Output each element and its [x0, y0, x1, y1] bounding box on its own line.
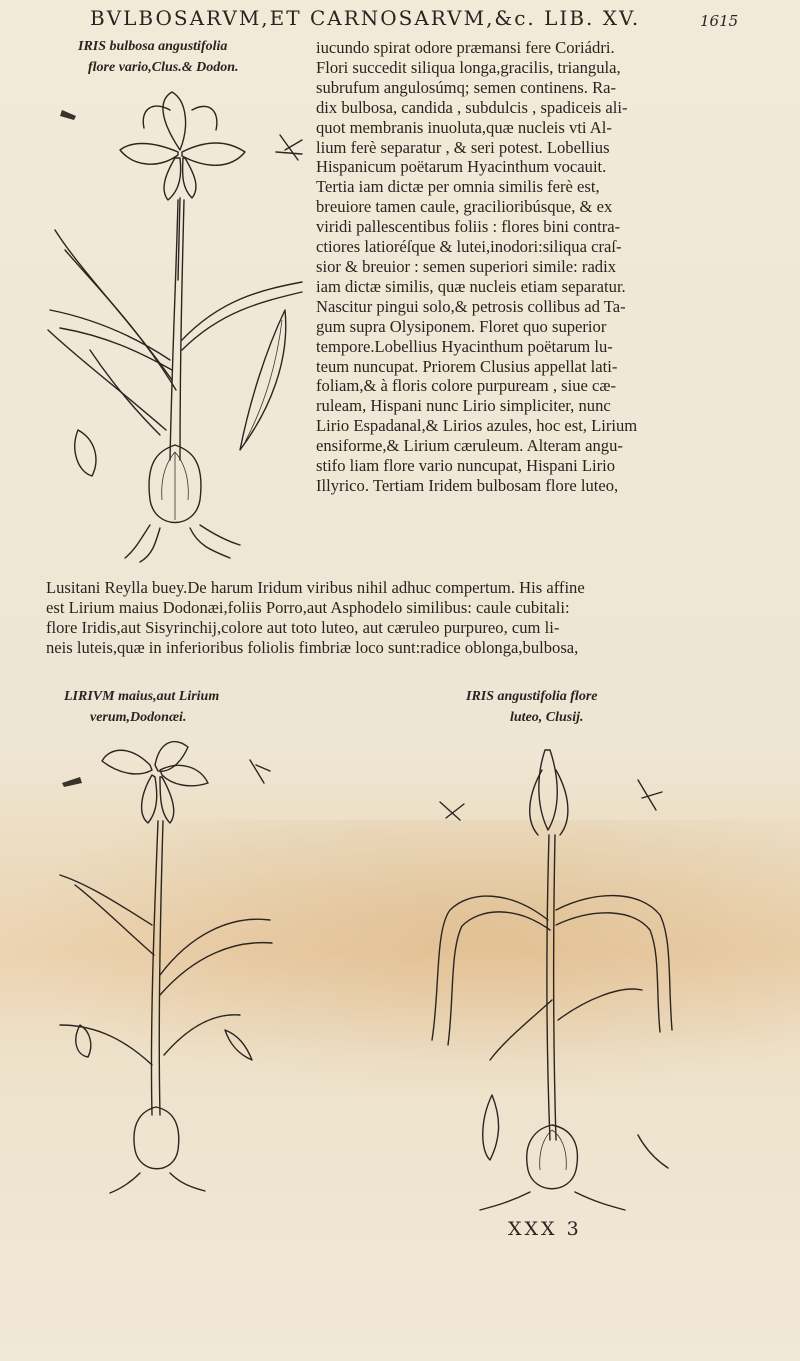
roots [125, 525, 240, 562]
leaf [558, 989, 642, 1020]
seed-pod [240, 310, 286, 450]
leaf [182, 292, 302, 350]
caption-line: LIRIVM maius,aut Lirium [64, 689, 220, 704]
text-line: Tertia iam dictæ per omnia similis ferè est, [316, 177, 600, 197]
sepal [164, 158, 181, 200]
text-line: teum nuncupat. Priorem Clusius appellat lati- [316, 356, 618, 376]
bud [76, 1025, 91, 1057]
lirium-maius-illustration [40, 725, 330, 1225]
text-line: iam dictæ similis, quæ nucleis etiam separatur. [316, 276, 626, 296]
caption-lirium-maius [64, 686, 219, 728]
caption-iris-angustifolia [466, 686, 597, 728]
text-line: est Lirium maius Dodonæi,foliis Porro,aut Asphodelo similibus: caule cubitali: [46, 597, 570, 617]
text-line: Flori succedit siliqua longa,gracilis, triangula, [316, 57, 621, 77]
insect [440, 802, 464, 820]
text-line: ruleam, Hispani nunc Lirio simpliciter, nunc [316, 396, 611, 416]
bud [483, 1095, 499, 1160]
insect [276, 135, 302, 160]
leaf [448, 912, 550, 1045]
leaf [556, 913, 660, 1032]
leaf-tip [638, 1135, 668, 1168]
text-line: Illyrico. Tertiam Iridem bulbosam flore luteo, [316, 475, 619, 495]
running-header: BVLBOSARVM,ET CARNOSARVM,&c. LIB. XV. [90, 6, 641, 30]
text-line: Lusitani Reylla buey.De harum Iridum viribus nihil adhuc compertum. His affine [46, 578, 585, 597]
leaf [65, 250, 176, 390]
text-line: ensiforme,& Lirium cæruleum. Alteram angu- [316, 436, 623, 456]
text-full-width [46, 578, 585, 658]
leaf [48, 330, 166, 430]
roots [480, 1192, 625, 1210]
text-line: quot membranis inuoluta,quæ nucleis vti Al- [316, 117, 612, 137]
stem [159, 821, 163, 1115]
iris-bulbosa-illustration [40, 80, 315, 580]
leaf [75, 885, 154, 955]
stem [554, 835, 556, 1140]
text-line: subrufum angulosúmq; semen continens. Ra- [316, 77, 617, 97]
petal [182, 143, 245, 165]
caption-iris-bulbosa [78, 36, 239, 78]
text-line: lium ferè separatur , & seri potest. Lobellius [316, 137, 610, 157]
roots [110, 1173, 205, 1193]
caption-line: flore vario,Clus.& Dodon. [88, 60, 239, 75]
text-line: breuiore tamen caule, gracilioribúsque, & ex [316, 197, 613, 217]
page-number: 1615 [700, 12, 739, 30]
petal [539, 750, 557, 830]
petal [102, 750, 152, 774]
leaf [60, 875, 152, 925]
bulb [527, 1125, 578, 1189]
text-line: iucundo spirat odore præmansi fere Coriádri. [316, 38, 615, 57]
text-line: Hispanicum poëtarum Hyacinthum vocauit. [316, 157, 607, 177]
bud [225, 1030, 252, 1060]
stem [180, 200, 184, 460]
petal [155, 742, 188, 772]
leaf [164, 1015, 240, 1055]
leaf [60, 1025, 152, 1065]
insect [60, 110, 76, 120]
insect [62, 777, 82, 787]
text-line: ctiores latioréſque & lutei,inodori:siliqua craſ- [316, 237, 622, 257]
text-column [316, 38, 637, 496]
leaf [490, 1000, 552, 1060]
text-line: gum supra Olysiponem. Floret quo superior [316, 316, 607, 336]
text-line: Nascitur pingui solo,& petrosis collibus ad Ta- [316, 296, 626, 316]
sepal [160, 777, 174, 823]
sepal [183, 158, 196, 198]
stem [547, 835, 550, 1140]
text-line: flore Iridis,aut Sisyrinchij,colore aut toto luteo, aut cæruleo purpureo, cum li- [46, 617, 560, 637]
text-line: dix bulbosa, candida , subdulcis , spadiceis ali- [316, 97, 628, 117]
leaf [160, 919, 270, 975]
text-line: stifo liam flore vario nuncupat, Hispani Lirio [316, 456, 616, 476]
bulb-lines [162, 452, 189, 520]
text-line: foliam,& à floris colore purpuream , siue cæ- [316, 376, 616, 396]
caption-line: verum,Dodonæi. [90, 710, 187, 725]
leaf [60, 328, 172, 370]
text-line: viridi pallescentibus foliis : flores bini contra- [316, 217, 621, 237]
caption-line: luteo, Clusij. [510, 710, 584, 725]
stem [170, 200, 178, 460]
petal [163, 92, 186, 150]
caption-line: IRIS angustifolia flore [466, 689, 598, 704]
petal-edge [192, 106, 217, 130]
iris-angustifolia-illustration [410, 740, 690, 1220]
text-line: sior & breuior : semen superiori simile: radix [316, 256, 617, 276]
bud [75, 430, 96, 476]
stem [151, 821, 158, 1115]
text-line: neis luteis,quæ in inferioribus foliolis fimbriæ loco sunt:radice oblonga,bulbosa, [46, 637, 579, 657]
petal [556, 770, 568, 835]
leaf [160, 943, 272, 995]
caption-line: IRIS bulbosa angustifolia [78, 39, 228, 54]
text-line: tempore.Lobellius Hyacinthum poëtarum lu- [316, 336, 613, 356]
leaf [90, 350, 160, 435]
signature-mark: XXX 3 [508, 1218, 582, 1240]
petal [160, 765, 208, 785]
bulb-lines [540, 1130, 567, 1170]
petal [120, 144, 178, 165]
bulb [134, 1107, 179, 1169]
insect [638, 780, 662, 810]
insect [250, 760, 270, 783]
sepal [142, 775, 157, 823]
text-line: Lirio Espadanal,& Lirios azules, hoc est, Lirium [316, 416, 638, 436]
